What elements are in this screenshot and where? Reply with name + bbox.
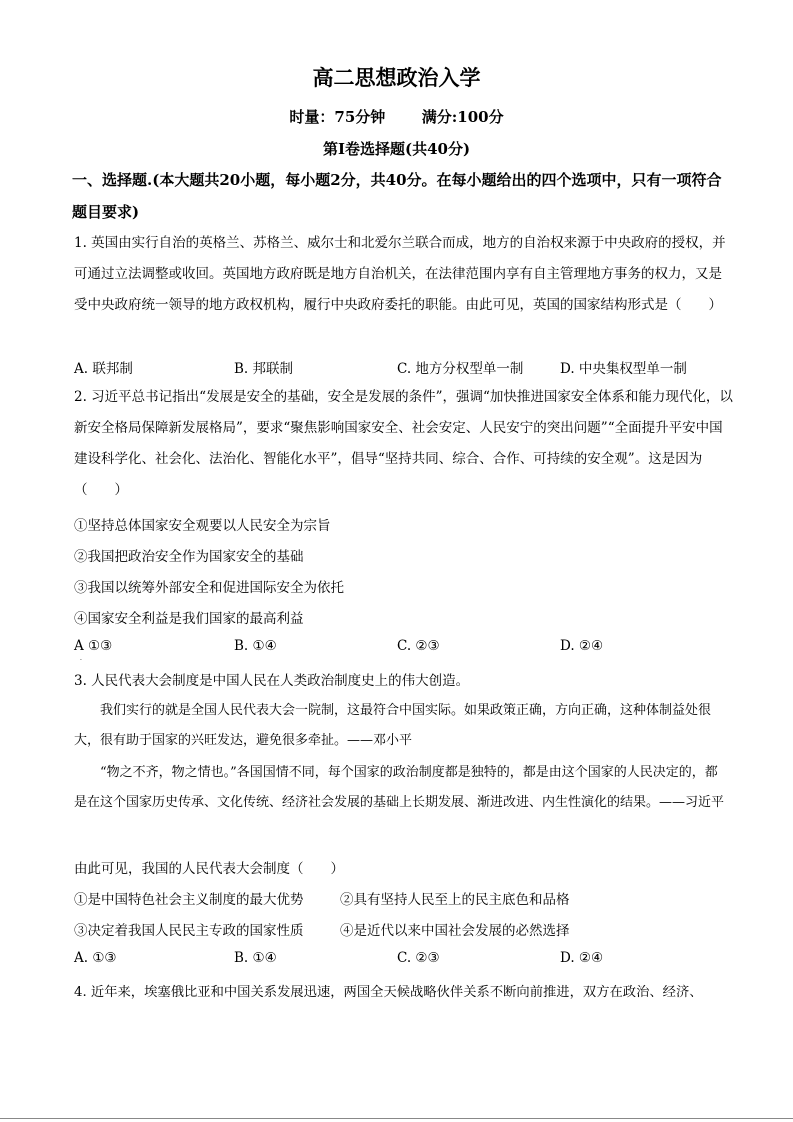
- q1-option-b[interactable]: B. 邦联制: [234, 361, 294, 377]
- q3-stem: 3. 人民代表大会制度是中国人民在人类政治制度史上的伟大创造。: [74, 673, 470, 689]
- q2-statement-4: ④国家安全利益是我们国家的最高利益: [74, 611, 304, 627]
- q2-option-d[interactable]: D. ②④: [560, 638, 604, 654]
- q3-option-b[interactable]: B. ①④: [234, 950, 277, 966]
- q3-statement-3: ③决定着我国人民民主专政的国家性质: [74, 923, 304, 939]
- time-label: 时量：75分钟: [289, 108, 386, 126]
- page-bottom-rule: [0, 1118, 793, 1119]
- q2-statement-1: ①坚持总体国家安全观要以人民安全为宗旨: [74, 518, 331, 534]
- q3-statement-4: ④是近代以来中国社会发展的必然选择: [340, 923, 570, 939]
- q2-option-a[interactable]: A ①③: [74, 638, 113, 654]
- q1-option-c[interactable]: C. 地方分权型单一制: [397, 361, 524, 377]
- q2-stem: 2. 习近平总书记指出“发展是安全的基础，安全是发展的条件”，强调“加快推进国家安全体系和能力现代化，以新安全格局保障新发展格局”，要求“聚焦影响国家安全、社会安定、人民安宁的突出问题”“全面提升平安中国建设科学化、社会化、法治化、智能化水平”，倡导“坚持共同、综合、合作、可持续的安全观”。这是因为（ ）: [74, 389, 733, 498]
- part-heading: 一、选择题.(本大题共20小题，每小题2分，共40分。在每小题给出的四个选项中，只有一项符合题目要求): [72, 171, 722, 221]
- q1-stem: 1. 英国由实行自治的英格兰、苏格兰、威尔士和北爱尔兰联合而成，地方的自治权来源于中央政府的授权，并可通过立法调整或收回。英国地方政府既是地方自治机关，在法律范围内享有自主管理地方事务的权力，又是受中央政府统一领导的地方政权机构，履行中央政府委托的职能。由此可见，英国的国家结构形式是（ ）: [74, 235, 726, 313]
- q3-option-c[interactable]: C. ②③: [397, 950, 440, 966]
- q3-question: 由此可见，我国的人民代表大会制度（ ）: [74, 861, 344, 877]
- section-title: 第Ⅰ卷选择题(共40分): [322, 140, 471, 158]
- score-label: 满分:100分: [421, 108, 504, 126]
- q2-statement-2: ②我国把政治安全作为国家安全的基础: [74, 549, 304, 565]
- stray-dot: .: [80, 655, 82, 662]
- q2-option-c[interactable]: C. ②③: [397, 638, 440, 654]
- q3-option-d[interactable]: D. ②④: [560, 950, 604, 966]
- q4-stem: 4. 近年来，埃塞俄比亚和中国关系发展迅速，两国全天候战略伙伴关系不断向前推进，双方在政治、经济、: [74, 985, 703, 1000]
- page-title: 高二思想政治入学: [312, 65, 481, 90]
- q1-option-a[interactable]: A. 联邦制: [74, 361, 133, 377]
- q1-option-d[interactable]: D. 中央集权型单一制: [560, 361, 687, 377]
- q3-statement-2: ②具有坚持人民至上的民主底色和品格: [340, 892, 570, 908]
- q3-statement-1: ①是中国特色社会主义制度的最大优势: [74, 892, 304, 908]
- q2-statement-3: ③我国以统筹外部安全和促进国际安全为依托: [74, 580, 344, 596]
- q3-quote-deng: 我们实行的就是全国人民代表大会一院制，这最符合中国实际。如果政策正确，方向正确，这种体制益处很大，很有助于国家的兴旺发达，避免很多牵扯。——邓小平: [74, 703, 712, 748]
- q2-option-b[interactable]: B. ①④: [234, 638, 277, 654]
- q3-option-a[interactable]: A. ①③: [74, 950, 117, 966]
- exam-info: [0, 106, 793, 127]
- q3-quote-xi: “物之不齐，物之情也。”各国国情不同，每个国家的政治制度都是独特的，都是由这个国家的人民决定的，都是在这个国家历史传承、文化传统、经济社会发展的基础上长期发展、渐进改进、内生性演化的结果。——习近平: [74, 765, 725, 810]
